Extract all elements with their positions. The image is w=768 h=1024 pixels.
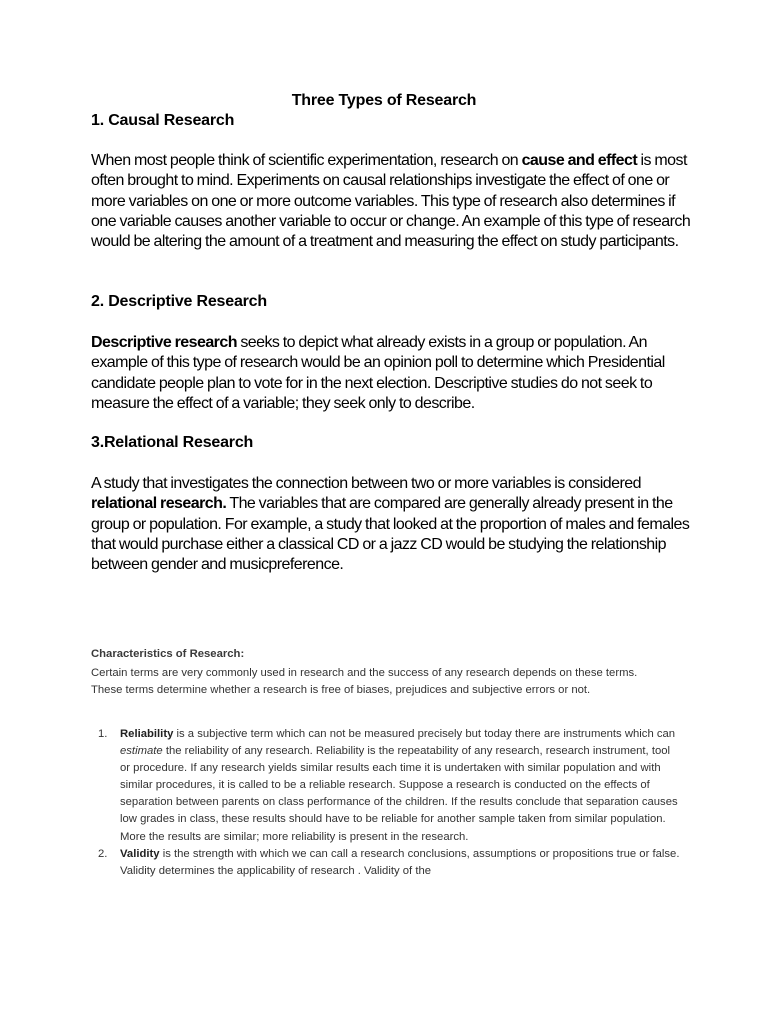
list-item-number: 2. bbox=[98, 847, 108, 860]
paragraph-text: The variables that are compared are generally already present in the group or population. For example, a study that looked at the proportion of males and females that would purchase either a classical CD or a jazz CD would be studying the relationship between gender and musicpreference. bbox=[91, 495, 690, 574]
list-item-term: Validity bbox=[120, 847, 160, 860]
section-heading-causal: 1. Causal Research bbox=[91, 112, 235, 129]
paragraph-text: seeks to depict what already exists in a group or population. An example of this type of research would be an opinion poll to determine which Presidential candidate people plan to vote for in the next election. Descriptive studies do not seek to measure the effect of a variable; they seek only to describe. bbox=[91, 334, 665, 412]
list-item-emphasis: estimate bbox=[120, 745, 163, 758]
list-item-text: the reliability of any research. Reliability is the repeatability of any research, research instrument, tool or procedure. If any research yields similar results each time it is undertaken with similar population and with similar procedures, it is called to be a reliable research. Suppose a research is conducted on the effects of separation between parents on class performance of the children. If the results conclude that separation causes low grades in class, these results should have to be reliable for another sample taken from similar population. More the results are similar; more reliability is present in the research. bbox=[120, 745, 678, 843]
section-paragraph-descriptive bbox=[91, 333, 691, 414]
paragraph-bold-text: Descriptive research bbox=[91, 334, 237, 351]
document-title: Three Types of Research bbox=[291, 92, 477, 109]
list-item-text: is a subjective term which can not be measured precisely but today there are instruments which can bbox=[173, 728, 676, 740]
paragraph-text: A study that investigates the connection between two or more variables is considered bbox=[91, 475, 641, 492]
characteristics-heading: Characteristics of Research: bbox=[91, 648, 245, 660]
section-paragraph-relational bbox=[91, 474, 691, 575]
list-item bbox=[91, 846, 680, 880]
list-item-term: Reliability bbox=[120, 728, 174, 740]
characteristics-intro: Certain terms are very commonly used in research and the success of any research depends on these terms. These terms determine whether a research is free of biases, prejudices and subjective errors or not. bbox=[91, 667, 638, 696]
section-heading-descriptive: 2. Descriptive Research bbox=[91, 293, 267, 310]
paragraph-bold-text: relational research. bbox=[91, 495, 227, 513]
characteristics-list bbox=[91, 726, 691, 880]
list-item-text: is the strength with which we can call a research conclusions, assumptions or propositions true or false. Validity determines the applicability of research . Validity of the bbox=[120, 847, 680, 877]
list-item bbox=[91, 726, 680, 846]
paragraph-text: When most people think of scientific experimentation, research on bbox=[91, 152, 522, 169]
paragraph-bold-text: cause and effect bbox=[521, 152, 638, 169]
list-item-number: 1. bbox=[98, 728, 108, 740]
paragraph-text: is most often brought to mind. Experiments on causal relationships investigate the effect of one or more variables on one or more outcome variables. This type of research also determines if one variable causes another variable to occur or change. An example of this type of research would be altering the amount of a treatment and measuring the effect on study participants. bbox=[91, 152, 691, 251]
section-heading-relational: 3.Relational Research bbox=[91, 434, 254, 451]
section-paragraph-causal bbox=[91, 151, 691, 252]
